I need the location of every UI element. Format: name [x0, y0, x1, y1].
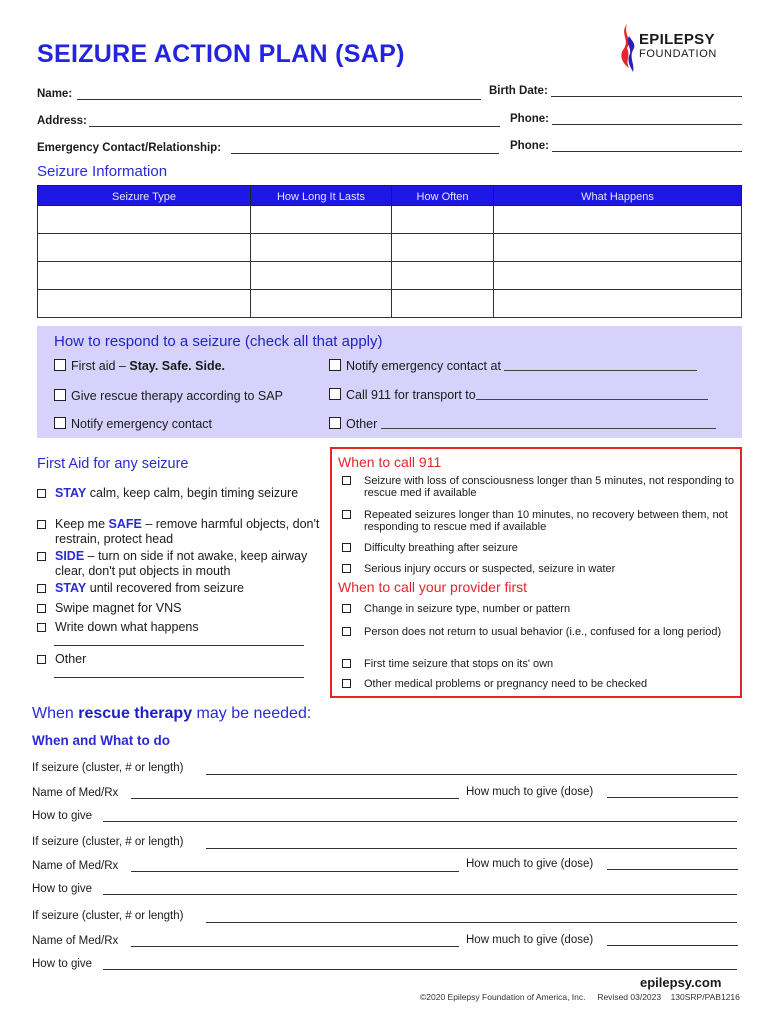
option-label: Notify emergency contact at	[346, 359, 501, 373]
address-field[interactable]	[89, 126, 500, 127]
when-what-heading: When and What to do	[32, 733, 170, 748]
item-checkbox[interactable]	[342, 510, 351, 519]
rescue-heading	[32, 705, 311, 723]
logo-text-foundation: FOUNDATION	[639, 48, 717, 60]
table-cell[interactable]	[392, 234, 494, 262]
logo-text-epilepsy: EPILEPSY	[639, 31, 715, 48]
option-label: First aid –	[71, 359, 130, 373]
notify-checkbox[interactable]	[54, 417, 66, 429]
dose-label: How much to give (dose)	[466, 786, 594, 798]
rescue-heading-text: may be needed:	[192, 705, 312, 722]
option-label: Other	[346, 417, 378, 431]
option-first-aid	[54, 359, 225, 373]
item-checkbox[interactable]	[342, 564, 351, 573]
first-aid-heading: First Aid for any seizure	[37, 456, 189, 472]
item-text: Serious injury occurs or suspected, seizure in water	[364, 563, 616, 575]
when-to-call-box	[330, 447, 742, 698]
first-aid-checkbox[interactable]	[54, 359, 66, 371]
item-text: Change in seizure type, number or pattern	[364, 603, 571, 615]
table-cell[interactable]	[38, 290, 251, 318]
dose-field[interactable]	[607, 945, 738, 946]
table-cell[interactable]	[251, 234, 392, 262]
column-header: Seizure Type	[38, 186, 251, 206]
notify-at-field[interactable]	[504, 370, 697, 371]
table-cell[interactable]	[392, 290, 494, 318]
footer-url[interactable]: epilepsy.com	[640, 975, 722, 990]
med-name-label: Name of Med/Rx	[32, 787, 119, 799]
other-checkbox[interactable]	[329, 417, 341, 429]
item-text: calm, keep calm, begin timing seizure	[86, 486, 299, 500]
if-seizure-label: If seizure (cluster, # or length)	[32, 836, 184, 848]
item-checkbox[interactable]	[37, 489, 46, 498]
phone-label-1: Phone:	[510, 113, 549, 125]
item-checkbox[interactable]	[342, 659, 351, 668]
how-give-field[interactable]	[103, 969, 737, 970]
item-text: Seizure with loss of consciousness longer than 5 minutes, not responding to rescue med if available	[364, 475, 734, 499]
column-header: What Happens	[494, 186, 742, 206]
item-text: Keep me	[55, 517, 109, 531]
column-header: How Long It Lasts	[251, 186, 392, 206]
item-text: Write down what happens	[55, 620, 199, 634]
phone-field-1[interactable]	[552, 124, 742, 125]
option-other	[329, 417, 716, 431]
item-text: until recovered from seizure	[86, 581, 244, 595]
footer-copyright: ©2020 Epilepsy Foundation of America, Inc.	[420, 992, 586, 1002]
respond-panel	[37, 326, 742, 438]
table-cell[interactable]	[38, 234, 251, 262]
option-rescue-therapy	[54, 389, 283, 403]
first-aid-write-field[interactable]	[54, 645, 304, 646]
page-title: SEIZURE ACTION PLAN (SAP)	[37, 40, 405, 68]
med-name-label: Name of Med/Rx	[32, 935, 119, 947]
seizure-info-heading: Seizure Information	[37, 163, 168, 180]
item-checkbox[interactable]	[37, 520, 46, 529]
how-give-field[interactable]	[103, 894, 737, 895]
med-name-field[interactable]	[131, 871, 459, 872]
item-text: Repeated seizures longer than 10 minutes, no recovery between them, not responding to rescue med if available	[364, 509, 728, 533]
table-cell[interactable]	[494, 234, 742, 262]
emergency-contact-field[interactable]	[231, 153, 499, 154]
item-checkbox[interactable]	[342, 679, 351, 688]
item-checkbox[interactable]	[342, 627, 351, 636]
table-cell[interactable]	[251, 206, 392, 234]
med-name-field[interactable]	[131, 798, 459, 799]
dose-field[interactable]	[607, 797, 738, 798]
med-name-field[interactable]	[131, 946, 459, 947]
table-cell[interactable]	[494, 290, 742, 318]
item-text: – turn on side if not awake, keep airway clear, don't put objects in mouth	[55, 549, 308, 578]
item-bold: STAY	[55, 486, 87, 500]
phone-label-2: Phone:	[510, 140, 549, 152]
item-bold: SAFE	[108, 517, 142, 531]
phone-field-2[interactable]	[552, 151, 742, 152]
epilepsy-foundation-logo	[615, 22, 745, 74]
item-checkbox[interactable]	[342, 604, 351, 613]
table-cell[interactable]	[392, 206, 494, 234]
rescue-therapy-checkbox[interactable]	[54, 389, 66, 401]
item-text: Other	[55, 652, 87, 666]
how-give-label: How to give	[32, 958, 93, 970]
dose-label: How much to give (dose)	[466, 858, 594, 870]
notify-at-checkbox[interactable]	[329, 359, 341, 371]
transport-field[interactable]	[476, 399, 708, 400]
table-cell[interactable]	[38, 206, 251, 234]
item-text: First time seizure that stops on its' own	[364, 658, 554, 670]
footer-meta	[420, 992, 740, 1002]
table-cell[interactable]	[38, 262, 251, 290]
table-cell[interactable]	[494, 206, 742, 234]
med-name-label: Name of Med/Rx	[32, 860, 119, 872]
item-checkbox[interactable]	[37, 552, 46, 561]
table-cell[interactable]	[251, 262, 392, 290]
table-row	[38, 234, 742, 262]
option-call-911	[329, 388, 708, 402]
option-label-bold: Stay. Safe. Side.	[129, 359, 226, 373]
rescue-heading-text: When	[32, 705, 79, 722]
table-header-row	[38, 186, 742, 206]
item-checkbox[interactable]	[37, 623, 46, 632]
item-checkbox[interactable]	[342, 476, 351, 485]
if-seizure-field[interactable]	[206, 848, 737, 849]
how-give-label: How to give	[32, 883, 93, 895]
how-give-label: How to give	[32, 810, 93, 822]
table-row	[38, 262, 742, 290]
table-cell[interactable]	[494, 262, 742, 290]
footer-code: 130SRP/PAB1216	[670, 992, 740, 1002]
name-field[interactable]	[77, 99, 481, 100]
item-checkbox[interactable]	[37, 604, 46, 613]
option-label: Give rescue therapy according to SAP	[71, 389, 283, 403]
if-seizure-field[interactable]	[206, 774, 737, 775]
item-checkbox[interactable]	[37, 584, 46, 593]
table-row	[38, 206, 742, 234]
call-911-checkbox[interactable]	[329, 388, 341, 400]
other-field[interactable]	[381, 428, 716, 429]
table-row	[38, 290, 742, 318]
seizure-info-table	[37, 185, 742, 318]
name-label: Name:	[37, 88, 73, 100]
item-checkbox[interactable]	[342, 543, 351, 552]
column-header: How Often	[392, 186, 494, 206]
item-text: Other medical problems or pregnancy need to be checked	[364, 678, 648, 690]
birth-date-field[interactable]	[551, 96, 742, 97]
item-text: Swipe magnet for VNS	[55, 601, 182, 615]
option-notify	[54, 417, 212, 431]
call-provider-heading: When to call your provider first	[338, 579, 528, 595]
dose-field[interactable]	[607, 869, 738, 870]
birth-date-label: Birth Date:	[489, 85, 548, 97]
if-seizure-label: If seizure (cluster, # or length)	[32, 762, 184, 774]
if-seizure-field[interactable]	[206, 922, 737, 923]
emergency-contact-label: Emergency Contact/Relationship:	[37, 142, 222, 154]
option-label: Notify emergency contact	[71, 417, 213, 431]
table-cell[interactable]	[392, 262, 494, 290]
item-checkbox[interactable]	[37, 655, 46, 664]
call-911-heading: When to call 911	[338, 454, 442, 470]
footer-revised: Revised 03/2023	[597, 992, 662, 1002]
item-bold: SIDE	[55, 549, 85, 563]
if-seizure-label: If seizure (cluster, # or length)	[32, 910, 184, 922]
rescue-heading-bold: rescue therapy	[78, 705, 193, 722]
option-label: Call 911 for transport to	[346, 388, 476, 402]
option-notify-at	[329, 359, 697, 373]
how-give-field[interactable]	[103, 821, 737, 822]
item-text: Person does not return to usual behavior (i.e., confused for a long period)	[364, 626, 722, 638]
first-aid-other-field[interactable]	[54, 677, 304, 678]
item-text: – remove harmful objects, don't restrain, protect head	[55, 517, 320, 546]
table-cell[interactable]	[251, 290, 392, 318]
item-bold: STAY	[55, 581, 87, 595]
item-text: Difficulty breathing after seizure	[364, 542, 518, 554]
address-label: Address:	[37, 115, 87, 127]
respond-heading: How to respond to a seizure (check all that apply)	[54, 333, 383, 350]
flame-logo-icon	[615, 22, 637, 74]
dose-label: How much to give (dose)	[466, 934, 594, 946]
